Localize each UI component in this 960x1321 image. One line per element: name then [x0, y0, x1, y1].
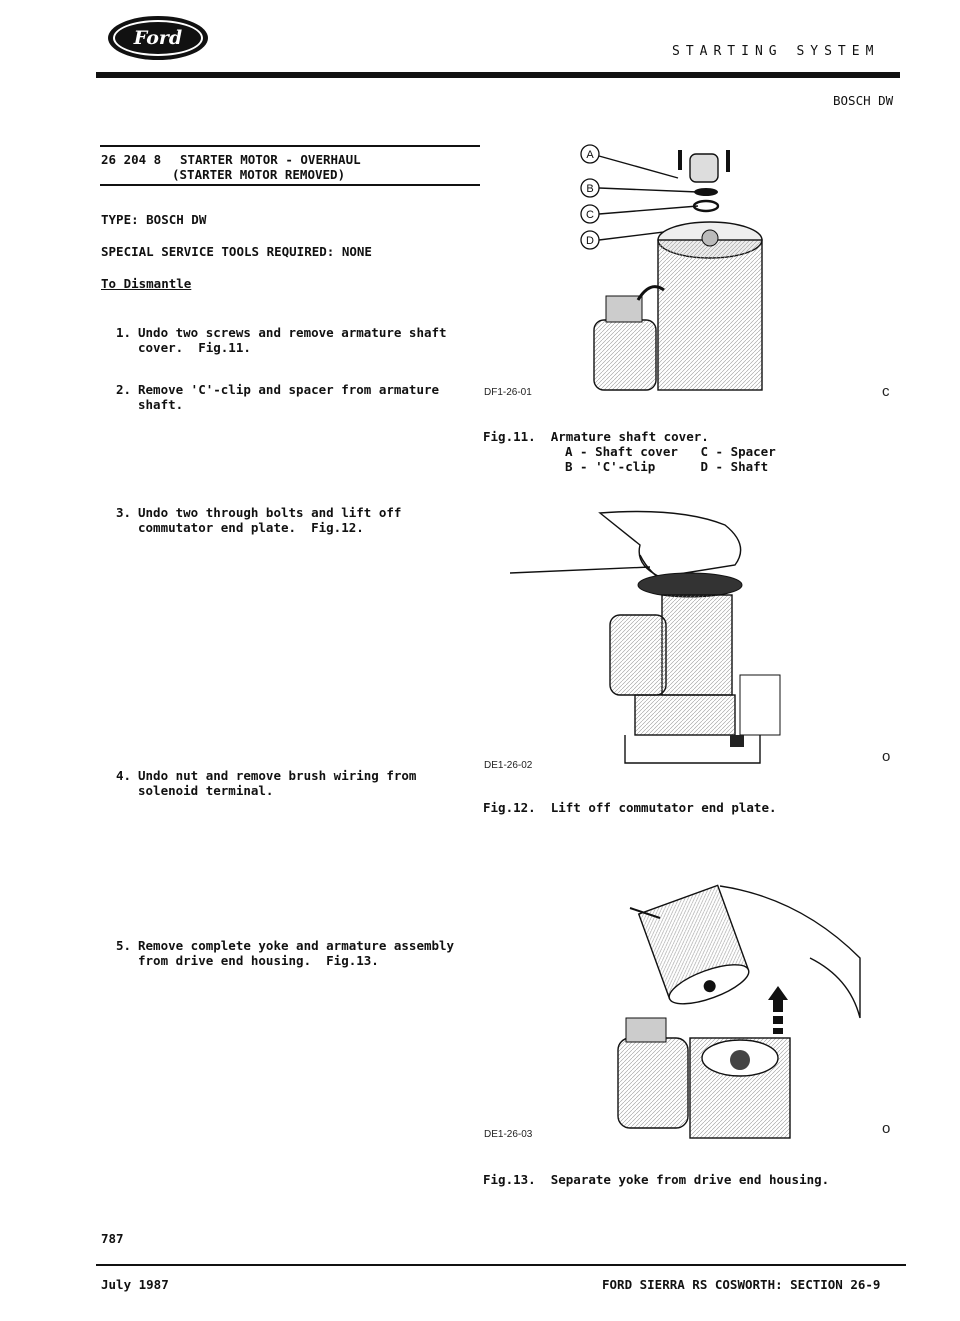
lift-commutator-end-plate-drawing	[510, 505, 800, 767]
figure-12-illustration	[510, 505, 800, 767]
ford-logo	[108, 16, 208, 60]
step-text-line1: Remove 'C'-clip and spacer from armature	[138, 382, 440, 397]
step-text-line1: Remove complete yoke and armature assembly	[138, 938, 455, 953]
step-number: 2.	[116, 382, 132, 397]
figure-12-code: DE1-26-02	[484, 760, 533, 771]
step-text-line1: Undo two through bolts and lift off	[138, 505, 402, 520]
section-rule-bottom	[100, 184, 480, 186]
type-line: TYPE: BOSCH DW	[101, 212, 207, 227]
margin-mark-3: o	[882, 1120, 891, 1137]
step-text-line2: shaft.	[138, 397, 184, 412]
figure-11-illustration	[578, 140, 808, 398]
page-header-subtitle: BOSCH DW	[833, 93, 894, 108]
callout-d: D	[586, 235, 594, 247]
callout-c: C	[586, 209, 594, 221]
figure-13-code: DE1-26-03	[484, 1129, 533, 1140]
footer-reference: FORD SIERRA RS COSWORTH: SECTION 26-9	[602, 1277, 881, 1292]
section-title-line2: (STARTER MOTOR REMOVED)	[172, 167, 346, 182]
step-number: 5.	[116, 938, 132, 953]
separate-yoke-drawing	[560, 878, 900, 1140]
figure-13-caption: Fig.13. Separate yoke from drive end housing.	[483, 1172, 830, 1187]
dismantle-heading: To Dismantle	[101, 276, 192, 291]
starter-motor-shaft-cover-drawing	[578, 140, 808, 398]
footer-rule	[96, 1264, 906, 1266]
figure-11-legend-line1: A - Shaft cover C - Spacer	[565, 444, 776, 459]
step-text-line1: Undo two screws and remove armature shaft	[138, 325, 447, 340]
step-number: 4.	[116, 768, 132, 783]
figure-11-legend-line2: B - 'C'-clip D - Shaft	[565, 459, 769, 474]
figure-11-code: DF1-26-01	[484, 387, 532, 398]
step-number: 1.	[116, 325, 132, 340]
footer-date: July 1987	[101, 1277, 169, 1292]
figure-11-caption: Fig.11. Armature shaft cover.	[483, 429, 709, 444]
section-rule-top	[100, 145, 480, 147]
tools-line: SPECIAL SERVICE TOOLS REQUIRED: NONE	[101, 244, 372, 259]
section-title-line1: STARTER MOTOR - OVERHAUL	[180, 152, 361, 167]
step-text-line2: from drive end housing. Fig.13.	[138, 953, 379, 968]
step-number: 3.	[116, 505, 132, 520]
callout-b: B	[586, 183, 594, 195]
margin-mark-2: o	[882, 748, 891, 765]
header-rule	[96, 72, 900, 78]
step-text-line1: Undo nut and remove brush wiring from	[138, 768, 417, 783]
page-header-title: STARTING SYSTEM	[672, 44, 880, 59]
figure-13-illustration	[560, 878, 900, 1140]
section-code: 26 204 8	[101, 152, 162, 167]
step-text-line2: solenoid terminal.	[138, 783, 274, 798]
step-text-line2: cover. Fig.11.	[138, 340, 251, 355]
figure-12-caption: Fig.12. Lift off commutator end plate.	[483, 800, 777, 815]
margin-mark-1: c	[882, 383, 890, 400]
page-number: 787	[101, 1231, 124, 1246]
step-text-line2: commutator end plate. Fig.12.	[138, 520, 364, 535]
callout-a: A	[586, 149, 594, 161]
ford-logo-text: Ford	[113, 20, 203, 56]
